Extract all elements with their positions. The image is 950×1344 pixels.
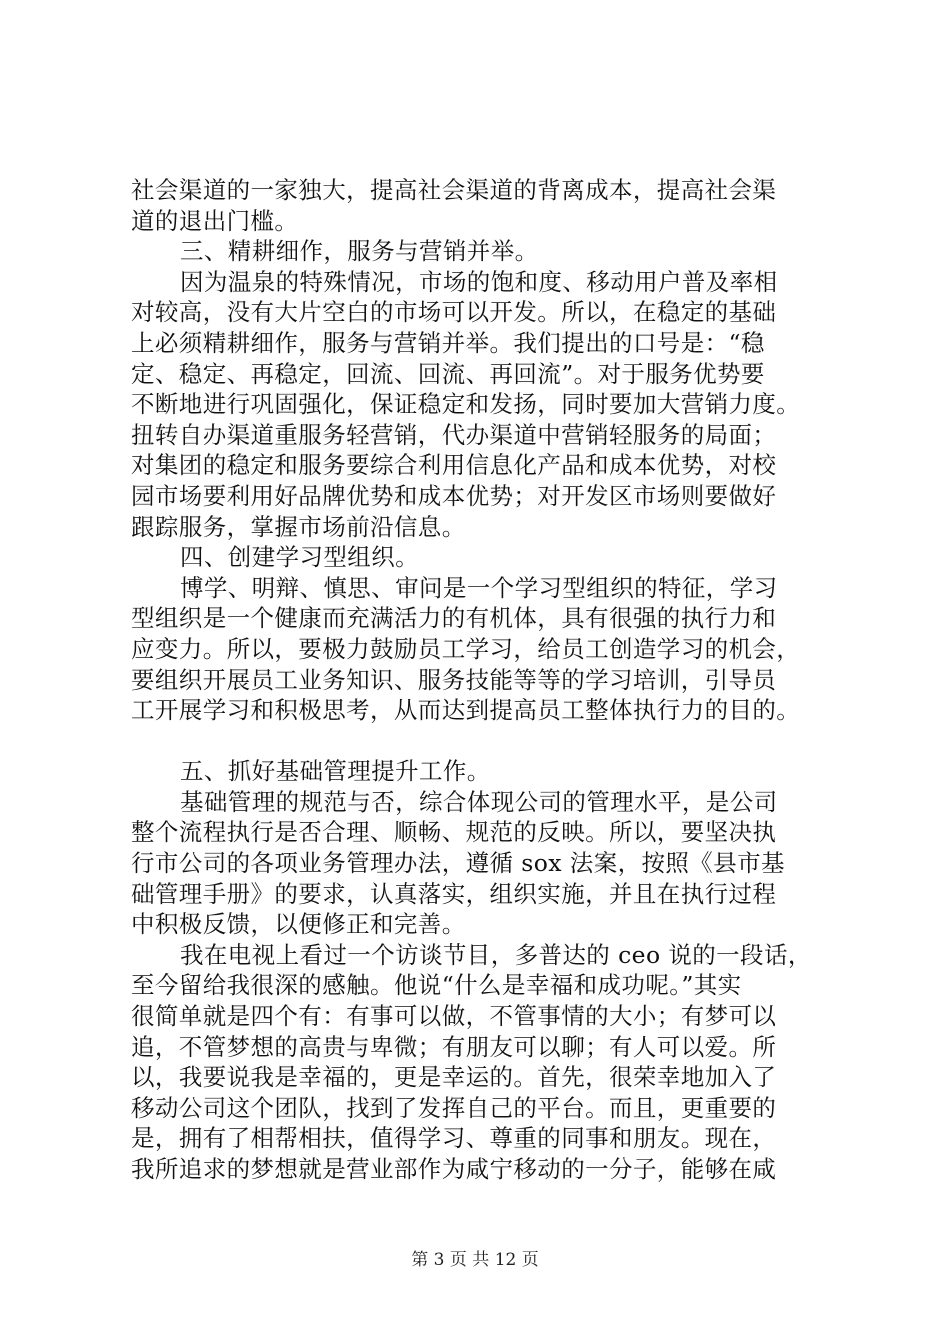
text-line: 跟踪服务，掌握市场前沿信息。: [131, 512, 466, 541]
text-line: 是，拥有了相帮相扶，值得学习、尊重的同事和朋友。现在，: [131, 1124, 777, 1153]
document-body: [131, 175, 829, 1185]
text-line: 我在电视上看过一个访谈节目，多普达的 ceo 说的一段话，: [180, 940, 812, 969]
text-line: 我所追求的梦想就是营业部作为咸宁移动的一分子，能够在咸: [131, 1155, 777, 1183]
text-line: 社会渠道的一家独大，提高社会渠道的背离成本，提高社会渠: [131, 176, 777, 204]
text-line: 对较高，没有大片空白的市场可以开发。所以，在稳定的基础: [131, 298, 777, 327]
text-line: 以，我要说我是幸福的，更是幸运的。首先，很荣幸地加入了: [131, 1063, 777, 1092]
text-line: 很简单就是四个有：有事可以做，不管事情的大小；有梦可以: [131, 1002, 777, 1031]
text-line: 不断地进行巩固强化，保证稳定和发扬，同时要加大营销力度。: [131, 390, 801, 419]
page-number-footer: 第 3 页 共 12 页: [411, 1250, 539, 1270]
text-line: 工开展学习和积极思考，从而达到提高员工整体执行力的目的。: [131, 696, 801, 725]
text-line: 定、稳定、再稳定，回流、回流、再回流”。对于服务优势要: [131, 359, 765, 388]
text-line: 扭转自办渠道重服务轻营销，代办渠道中营销轻服务的局面；: [131, 420, 777, 449]
text-line: 型组织是一个健康而充满活力的有机体，具有很强的执行力和: [131, 604, 777, 633]
text-line: 追，不管梦想的高贵与卑微；有朋友可以聊；有人可以爱。所: [131, 1032, 777, 1061]
text-line: 应变力。所以，要极力鼓励员工学习，给员工创造学习的机会，: [131, 634, 801, 663]
paragraph-gap: [131, 726, 829, 757]
text-line: 要组织开展员工业务知识、服务技能等等的学习培训，引导员: [131, 665, 777, 694]
text-line: 基础管理的规范与否，综合体现公司的管理水平，是公司: [180, 787, 778, 816]
text-line: 础管理手册》的要求，认真落实，组织实施，并且在执行过程: [131, 879, 777, 908]
text-line: 因为温泉的特殊情况，市场的饱和度、移动用户普及率相: [180, 267, 778, 296]
text-line: 移动公司这个团队，找到了发挥自己的平台。而且，更重要的: [131, 1093, 777, 1122]
text-line: 园市场要利用好品牌优势和成本优势；对开发区市场则要做好: [131, 481, 777, 510]
section-heading: 四、创建学习型组织。: [180, 543, 419, 572]
text-line: 道的退出门槛。: [131, 206, 299, 235]
section-heading: 三、精耕细作，服务与营销并举。: [180, 237, 539, 266]
text-line: 行市公司的各项业务管理办法，遵循 sox 法案，按照《县市基: [131, 849, 785, 878]
text-line: 上必须精耕细作，服务与营销并举。我们提出的口号是：“稳: [131, 328, 765, 357]
text-line: 中积极反馈，以便修正和完善。: [131, 910, 466, 939]
text-line: 博学、明辩、慎思、审问是一个学习型组织的特征，学习: [180, 573, 778, 602]
text-line: 至今留给我很深的感触。他说“什么是幸福和成功呢。”其实: [131, 971, 742, 1000]
text-line: 整个流程执行是否合理、顺畅、规范的反映。所以，要坚决执: [131, 818, 777, 847]
text-line: 对集团的稳定和服务要综合利用信息化产品和成本优势，对校: [131, 451, 777, 480]
section-heading: 五、抓好基础管理提升工作。: [180, 757, 491, 786]
